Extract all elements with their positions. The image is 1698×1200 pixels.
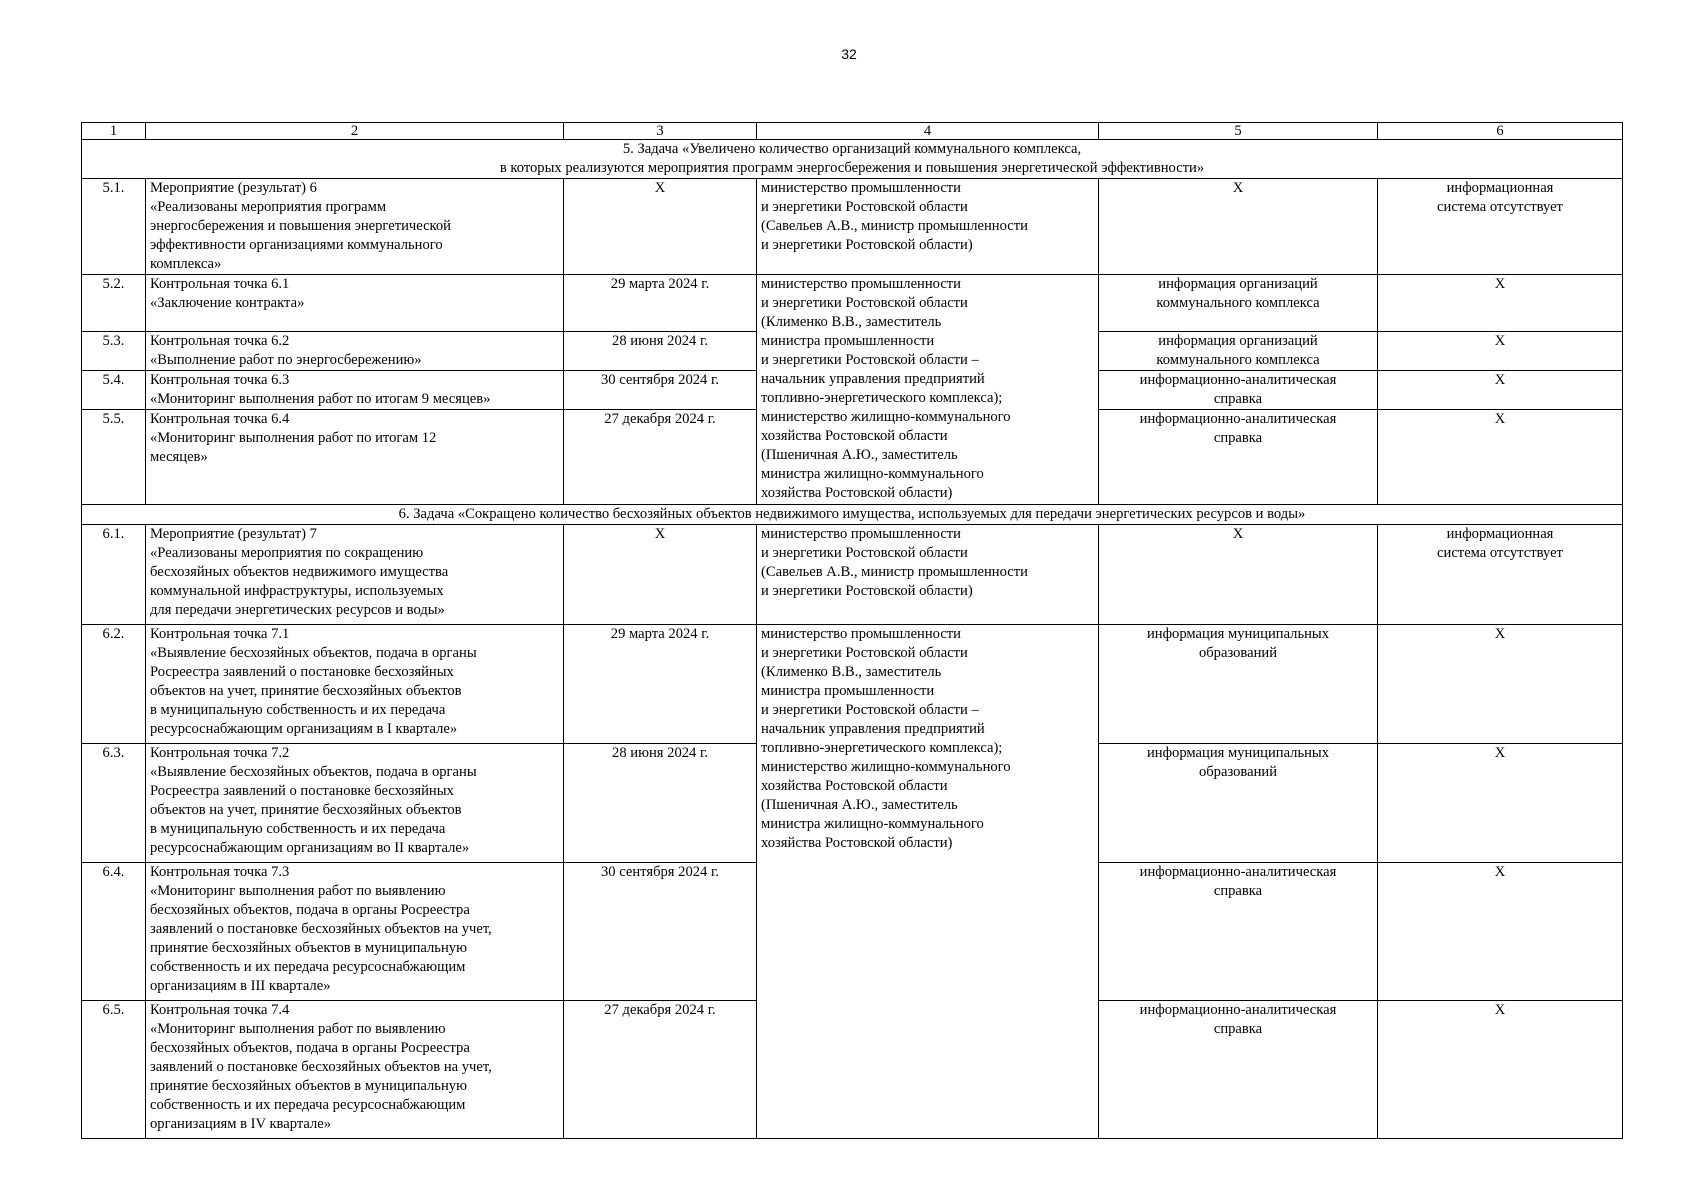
item-responsible: министерство промышленности и энергетики Ростовской области (Клименко В.В., заместитель министра промышленности и энергетики Ростовской области – начальник управления предприятий топливно-энергетического комплекса); министерство жилищно-коммунального хозяйства Ростовской области (Пшеничная А.Ю., заместитель министра жилищно-коммунального хозяйства Ростовской области) [757,625,1099,1139]
row-number: 5.2. [82,275,146,332]
item-responsible: министерство промышленности и энергетики Ростовской области (Савельев А.В., министр промышленности и энергетики Ростовской области) [757,525,1099,625]
table-row [82,275,1623,332]
item-document: X [1099,525,1378,625]
item-name: Контрольная точка 6.2 «Выполнение работ по энергосбережению» [146,332,564,371]
item-name: Контрольная точка 6.3 «Мониторинг выполнения работ по итогам 9 месяцев» [146,371,564,410]
column-header: 3 [564,123,757,140]
row-number: 5.5. [82,410,146,505]
item-info-system: X [1378,1001,1623,1139]
task-6-title: 6. Задача «Сокращено количество бесхозяйных объектов недвижимого имущества, используемых для передачи энергетических ресурсов и воды» [82,505,1623,525]
item-info-system: X [1378,332,1623,371]
item-date: 27 декабря 2024 г. [564,1001,757,1139]
task-row [82,140,1623,179]
page-number: 32 [841,46,857,62]
item-name: Мероприятие (результат) 7 «Реализованы мероприятия по сокращению бесхозяйных объектов недвижимого имущества коммунальной инфраструктуры, используемых для передачи энергетических ресурсов и воды» [146,525,564,625]
row-number: 6.3. [82,744,146,863]
item-name: Контрольная точка 7.1 «Выявление бесхозяйных объектов, подача в органы Росреестра заявлений о постановке бесхозяйных объектов на учет, принятие бесхозяйных объектов в муниципальную собственность и их передача ресурсоснабжающим организациям в I квартале» [146,625,564,744]
item-date: 30 сентября 2024 г. [564,371,757,410]
item-responsible: министерство промышленности и энергетики Ростовской области (Савельев А.В., министр промышленности и энергетики Ростовской области) [757,179,1099,275]
item-date: X [564,179,757,275]
item-info-system: X [1378,744,1623,863]
item-document: информация муниципальных образований [1099,625,1378,744]
column-header: 6 [1378,123,1623,140]
table-row [82,179,1623,275]
item-info-system: X [1378,275,1623,332]
item-name: Контрольная точка 7.3 «Мониторинг выполнения работ по выявлению бесхозяйных объектов, подача в органы Росреестра заявлений о постановке бесхозяйных объектов на учет, принятие бесхозяйных объектов в муниципальную собственность и их передача ресурсоснабжающим организациям в III квартале» [146,863,564,1001]
item-document: X [1099,179,1378,275]
item-info-system: информационная система отсутствует [1378,179,1623,275]
item-name: Контрольная точка 6.1 «Заключение контракта» [146,275,564,332]
row-number: 6.1. [82,525,146,625]
table-row [82,625,1623,744]
column-header: 1 [82,123,146,140]
task-row [82,505,1623,525]
task-5-title: 5. Задача «Увеличено количество организаций коммунального комплекса, в которых реализуются мероприятия программ энергосбережения и повышения энергетической эффективности» [82,140,1623,179]
item-document: информация организаций коммунального комплекса [1099,332,1378,371]
item-date: 28 июня 2024 г. [564,332,757,371]
item-date: X [564,525,757,625]
item-date: 29 марта 2024 г. [564,625,757,744]
item-info-system: информационная система отсутствует [1378,525,1623,625]
header-row [82,123,1623,140]
item-document: информационно-аналитическая справка [1099,371,1378,410]
item-info-system: X [1378,863,1623,1001]
item-name: Мероприятие (результат) 6 «Реализованы мероприятия программ энергосбережения и повышения энергетической эффективности организациями коммунального комплекса» [146,179,564,275]
column-header: 5 [1099,123,1378,140]
row-number: 5.3. [82,332,146,371]
row-number: 6.5. [82,1001,146,1139]
item-name: Контрольная точка 7.4 «Мониторинг выполнения работ по выявлению бесхозяйных объектов, подача в органы Росреестра заявлений о постановке бесхозяйных объектов на учет, принятие бесхозяйных объектов в муниципальную собственность и их передача ресурсоснабжающим организациям в IV квартале» [146,1001,564,1139]
table-row [82,525,1623,625]
item-name: Контрольная точка 7.2 «Выявление бесхозяйных объектов, подача в органы Росреестра заявлений о постановке бесхозяйных объектов на учет, принятие бесхозяйных объектов в муниципальную собственность и их передача ресурсоснабжающим организациям во II квартале» [146,744,564,863]
row-number: 5.1. [82,179,146,275]
item-date: 28 июня 2024 г. [564,744,757,863]
item-info-system: X [1378,410,1623,505]
item-responsible: министерство промышленности и энергетики Ростовской области (Клименко В.В., заместитель министра промышленности и энергетики Ростовской области – начальник управления предприятий топливно-энергетического комплекса); министерство жилищно-коммунального хозяйства Ростовской области (Пшеничная А.Ю., заместитель министра жилищно-коммунального хозяйства Ростовской области) [757,275,1099,505]
item-info-system: X [1378,625,1623,744]
item-name: Контрольная точка 6.4 «Мониторинг выполнения работ по итогам 12 месяцев» [146,410,564,505]
item-document: информационно-аналитическая справка [1099,410,1378,505]
item-date: 30 сентября 2024 г. [564,863,757,1001]
item-date: 27 декабря 2024 г. [564,410,757,505]
item-date: 29 марта 2024 г. [564,275,757,332]
row-number: 6.4. [82,863,146,1001]
item-info-system: X [1378,371,1623,410]
control-points-table [81,122,1623,1139]
item-document: информация муниципальных образований [1099,744,1378,863]
item-document: информация организаций коммунального комплекса [1099,275,1378,332]
column-header: 4 [757,123,1099,140]
row-number: 5.4. [82,371,146,410]
row-number: 6.2. [82,625,146,744]
item-document: информационно-аналитическая справка [1099,863,1378,1001]
item-document: информационно-аналитическая справка [1099,1001,1378,1139]
column-header: 2 [146,123,564,140]
